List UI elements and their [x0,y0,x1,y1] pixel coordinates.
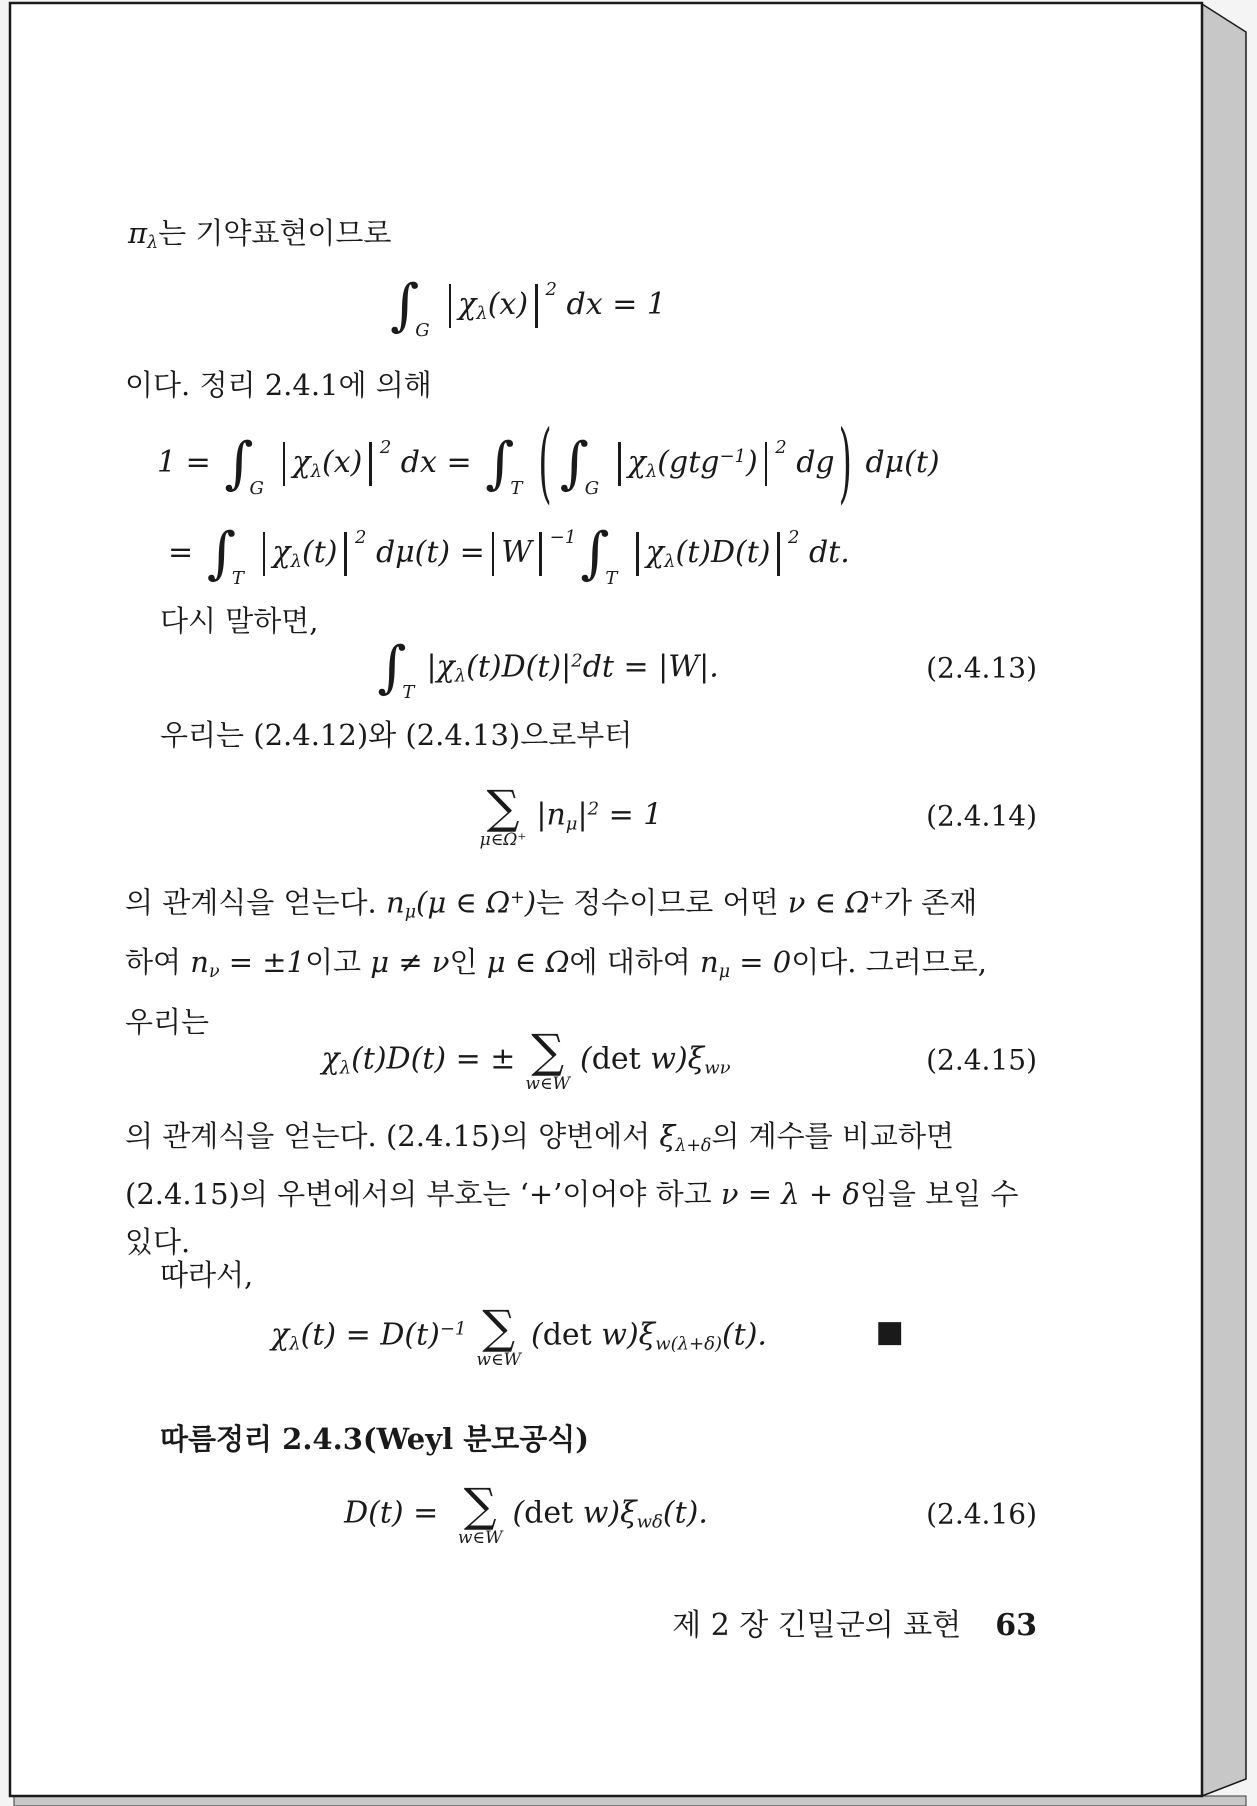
paragraph-therefore [160,1252,253,1298]
math-italic: (t)D(t) [675,535,771,571]
math-italic: w)ξ [591,1317,656,1352]
integral-sign [390,272,440,341]
equation-number-2-4-16: (2.4.16) [926,1497,1037,1531]
integral-sign [377,634,424,703]
math-italic: ( [512,1495,525,1530]
math-italic: dμ(t) [855,445,940,481]
math-italic: (t). [662,1495,708,1530]
summation-sign [525,1023,570,1094]
superscript: −1 [719,446,747,468]
vertical-bar [618,442,621,486]
korean-text: 는 정수이므로 어떤 [536,885,788,920]
korean-text: 이다. 정리 2.4.1에 의해 [125,368,432,402]
subscript: λ [289,1333,301,1355]
math-italic: (t) = D(t) [300,1317,440,1352]
korean-text: 인 [449,945,487,980]
korean-text: 가 존재 [883,885,978,920]
korean-text: 의 관계식을 얻는다. (2.4.15)의 양변에서 [125,1119,660,1153]
footer-page-number: 63 [995,1608,1037,1643]
math-italic: χ [645,535,665,571]
math-roman: det [542,1317,592,1352]
integral-sign [206,520,254,589]
vertical-bar [283,442,286,486]
subscript: λ [310,461,322,483]
big-parenthesis: ) [838,413,852,516]
integral-sign [485,430,532,499]
integral-domain: T [402,681,415,703]
summation-sign [476,1299,521,1370]
text-line [125,1218,1018,1266]
integral-domain: G [415,319,430,341]
math-italic: dμ(t) = [366,535,485,571]
korean-text: 우리는 [125,1005,210,1040]
korean-text: 이고 [305,945,371,980]
math-italic: ) [746,445,758,481]
korean-text: 우리는 (2.4.12)와 (2.4.13)으로부터 [160,718,633,752]
superscript: + [510,888,525,908]
vertical-bar [492,532,495,576]
summation-index: μ∈Ω⁺ [479,829,527,850]
summation-sign [479,779,527,850]
math-italic: n [386,885,405,920]
math-italic: dx = [391,445,482,481]
math-roman: det [524,1495,574,1530]
korean-text: 따름정리 2.4.3(Weyl 분모공식) [160,1422,589,1456]
subscript: λ [339,1057,352,1079]
sigma-glyph: ∑ [463,1477,497,1532]
equation-main-line2 [168,512,850,592]
math-italic: = 1 [599,797,663,832]
equation-number-2-4-15: (2.4.15) [926,1043,1037,1077]
korean-text: 이다. 그러므로, [791,945,987,980]
text-line [125,1170,1018,1218]
math-italic: |n [536,797,566,832]
korean-text: 따라서, [160,1258,254,1292]
subscript: λ [664,551,676,573]
korean-text: 의 계수를 비교하면 [711,1119,954,1153]
korean-text: 의 관계식을 얻는다. [125,885,386,920]
subscript: λ [645,461,658,483]
math-italic: W [501,535,533,571]
math-italic: (gtg [657,445,720,481]
superscript: 2 [354,527,367,549]
math-italic: dt = |W|. [582,649,719,684]
subscript: μ [404,902,416,923]
text-line [125,937,987,997]
subscript: λ+δ [675,1135,712,1156]
math-italic: (t)D(t) = ± [351,1041,516,1076]
summation-sign [457,1477,503,1548]
math-italic: w)ξ [640,1041,705,1076]
equation-number-2-4-14: (2.4.14) [926,799,1037,833]
subscript: λ [454,665,467,687]
superscript: 2 [787,527,800,549]
math-italic: (t) [302,535,338,571]
korean-text: 는 기약표현이므로 [158,216,392,250]
math-italic: π [128,216,148,250]
integral-glyph: ∫ [559,430,589,496]
math-italic: = [168,535,203,571]
math-italic: dg [786,445,835,481]
math-italic: χ [292,445,311,481]
equation-2-4-15 [125,1020,1037,1100]
vertical-bar [765,442,768,486]
qed-square-icon: ■ [875,1314,904,1350]
integral-sign [559,430,610,499]
superscript: 2 [571,650,583,672]
math-italic: n [190,945,209,980]
subscript: λ [147,232,159,253]
math-italic: ( [580,1041,592,1076]
equation-main-line1 [157,413,940,516]
vertical-bar [369,442,372,486]
math-italic: μ ≠ ν [370,945,450,980]
text-line [125,1112,1018,1170]
math-italic: ξ [659,1119,676,1153]
summation-index: w∈W [476,1349,521,1370]
subscript: w(λ+δ) [655,1333,722,1355]
integral-domain: T [510,477,523,499]
korean-text: 하여 [125,945,191,980]
math-italic: w)ξ [573,1495,637,1530]
math-italic: (t)D(t)| [466,649,572,684]
integral-sign [580,520,627,589]
subscript: wδ [636,1511,663,1533]
integral-glyph: ∫ [206,520,236,586]
vertical-bar [344,532,347,576]
math-italic: (x) [321,445,363,481]
integral-glyph: ∫ [485,430,515,496]
equation-character-norm [125,258,1037,350]
integral-domain: G [584,477,600,499]
math-italic: (μ ∈ Ω [416,885,511,920]
math-italic: χ [271,1317,290,1352]
superscript: 2 [587,798,600,820]
math-italic: |χ [426,649,455,684]
superscript: −1 [439,1318,467,1340]
math-italic: χ [458,287,477,323]
math-italic: | [577,797,588,832]
math-italic: μ ∈ Ω [486,945,570,980]
integral-sign [224,430,274,499]
korean-text: 다시 말하면, [160,604,319,638]
superscript: + [869,888,884,908]
math-italic: = 0 [730,945,792,980]
math-italic: χ [272,535,291,571]
vertical-bar [539,532,542,576]
superscript: 2 [775,437,787,459]
korean-text: (2.4.15)의 우변에서의 부호는 ‘+’이어야 하고 [125,1176,721,1211]
sigma-glyph: ∑ [486,779,520,834]
big-parenthesis: ( [538,413,552,516]
integral-domain: T [605,567,618,589]
sigma-glyph: ∑ [531,1023,565,1078]
subscript: μ [718,962,731,983]
page-footer [125,1600,1037,1644]
corollary-heading [160,1416,589,1462]
korean-text: 임을 보일 수 [859,1176,1019,1211]
subscript: μ [565,813,578,835]
korean-text: 에 대하여 [569,945,701,980]
math-italic: 1 = [157,445,221,481]
math-italic: dx = 1 [557,287,666,323]
math-italic: = ±1 [219,945,306,980]
math-italic: D(t) = [344,1495,448,1530]
equation-weyl-character [125,1294,1037,1378]
math-italic: ν ∈ Ω [787,885,870,920]
subscript: λ [476,303,488,325]
vertical-bar [449,284,452,328]
integral-glyph: ∫ [580,520,610,586]
summation-index: w∈W [457,1527,503,1548]
vertical-bar [777,532,780,576]
footer-chapter-title: 제 2 장 긴밀군의 표현 [672,1608,962,1643]
vertical-bar [263,532,266,576]
paragraph-from-2412-2413 [160,712,632,758]
korean-text: 있다. [125,1224,191,1259]
superscript: −1 [549,527,577,549]
subscript: wν [704,1057,731,1079]
math-roman: det [591,1041,641,1076]
paragraph-compare-coefficients [125,1112,1018,1266]
subscript: λ [290,551,302,573]
sigma-glyph: ∑ [482,1299,516,1354]
paragraph-by-theorem [125,362,432,408]
superscript: 2 [379,437,392,459]
integral-domain: G [249,477,264,499]
math-italic: χ [627,445,646,481]
integral-glyph: ∫ [390,272,420,338]
integral-glyph: ∫ [224,430,254,496]
text-line [125,873,987,937]
vertical-bar [535,284,538,328]
math-italic: dt. [799,535,850,571]
math-italic: n [700,945,719,980]
math-italic: ν = λ + δ [720,1176,860,1211]
math-italic: (x) [487,287,529,323]
math-italic: ) [524,885,537,920]
subscript: ν [208,962,220,983]
integral-glyph: ∫ [377,634,407,700]
equation-2-4-14 [125,770,1037,862]
math-italic: ( [531,1317,543,1352]
equation-number-2-4-13: (2.4.13) [926,651,1037,685]
superscript: 2 [545,279,557,301]
equation-2-4-16 [125,1472,1037,1556]
integral-domain: T [231,567,244,589]
summation-index: w∈W [525,1073,570,1094]
vertical-bar [636,532,639,576]
equation-2-4-13 [125,633,1037,703]
math-italic: (t). [721,1317,767,1352]
math-italic: χ [321,1041,340,1076]
